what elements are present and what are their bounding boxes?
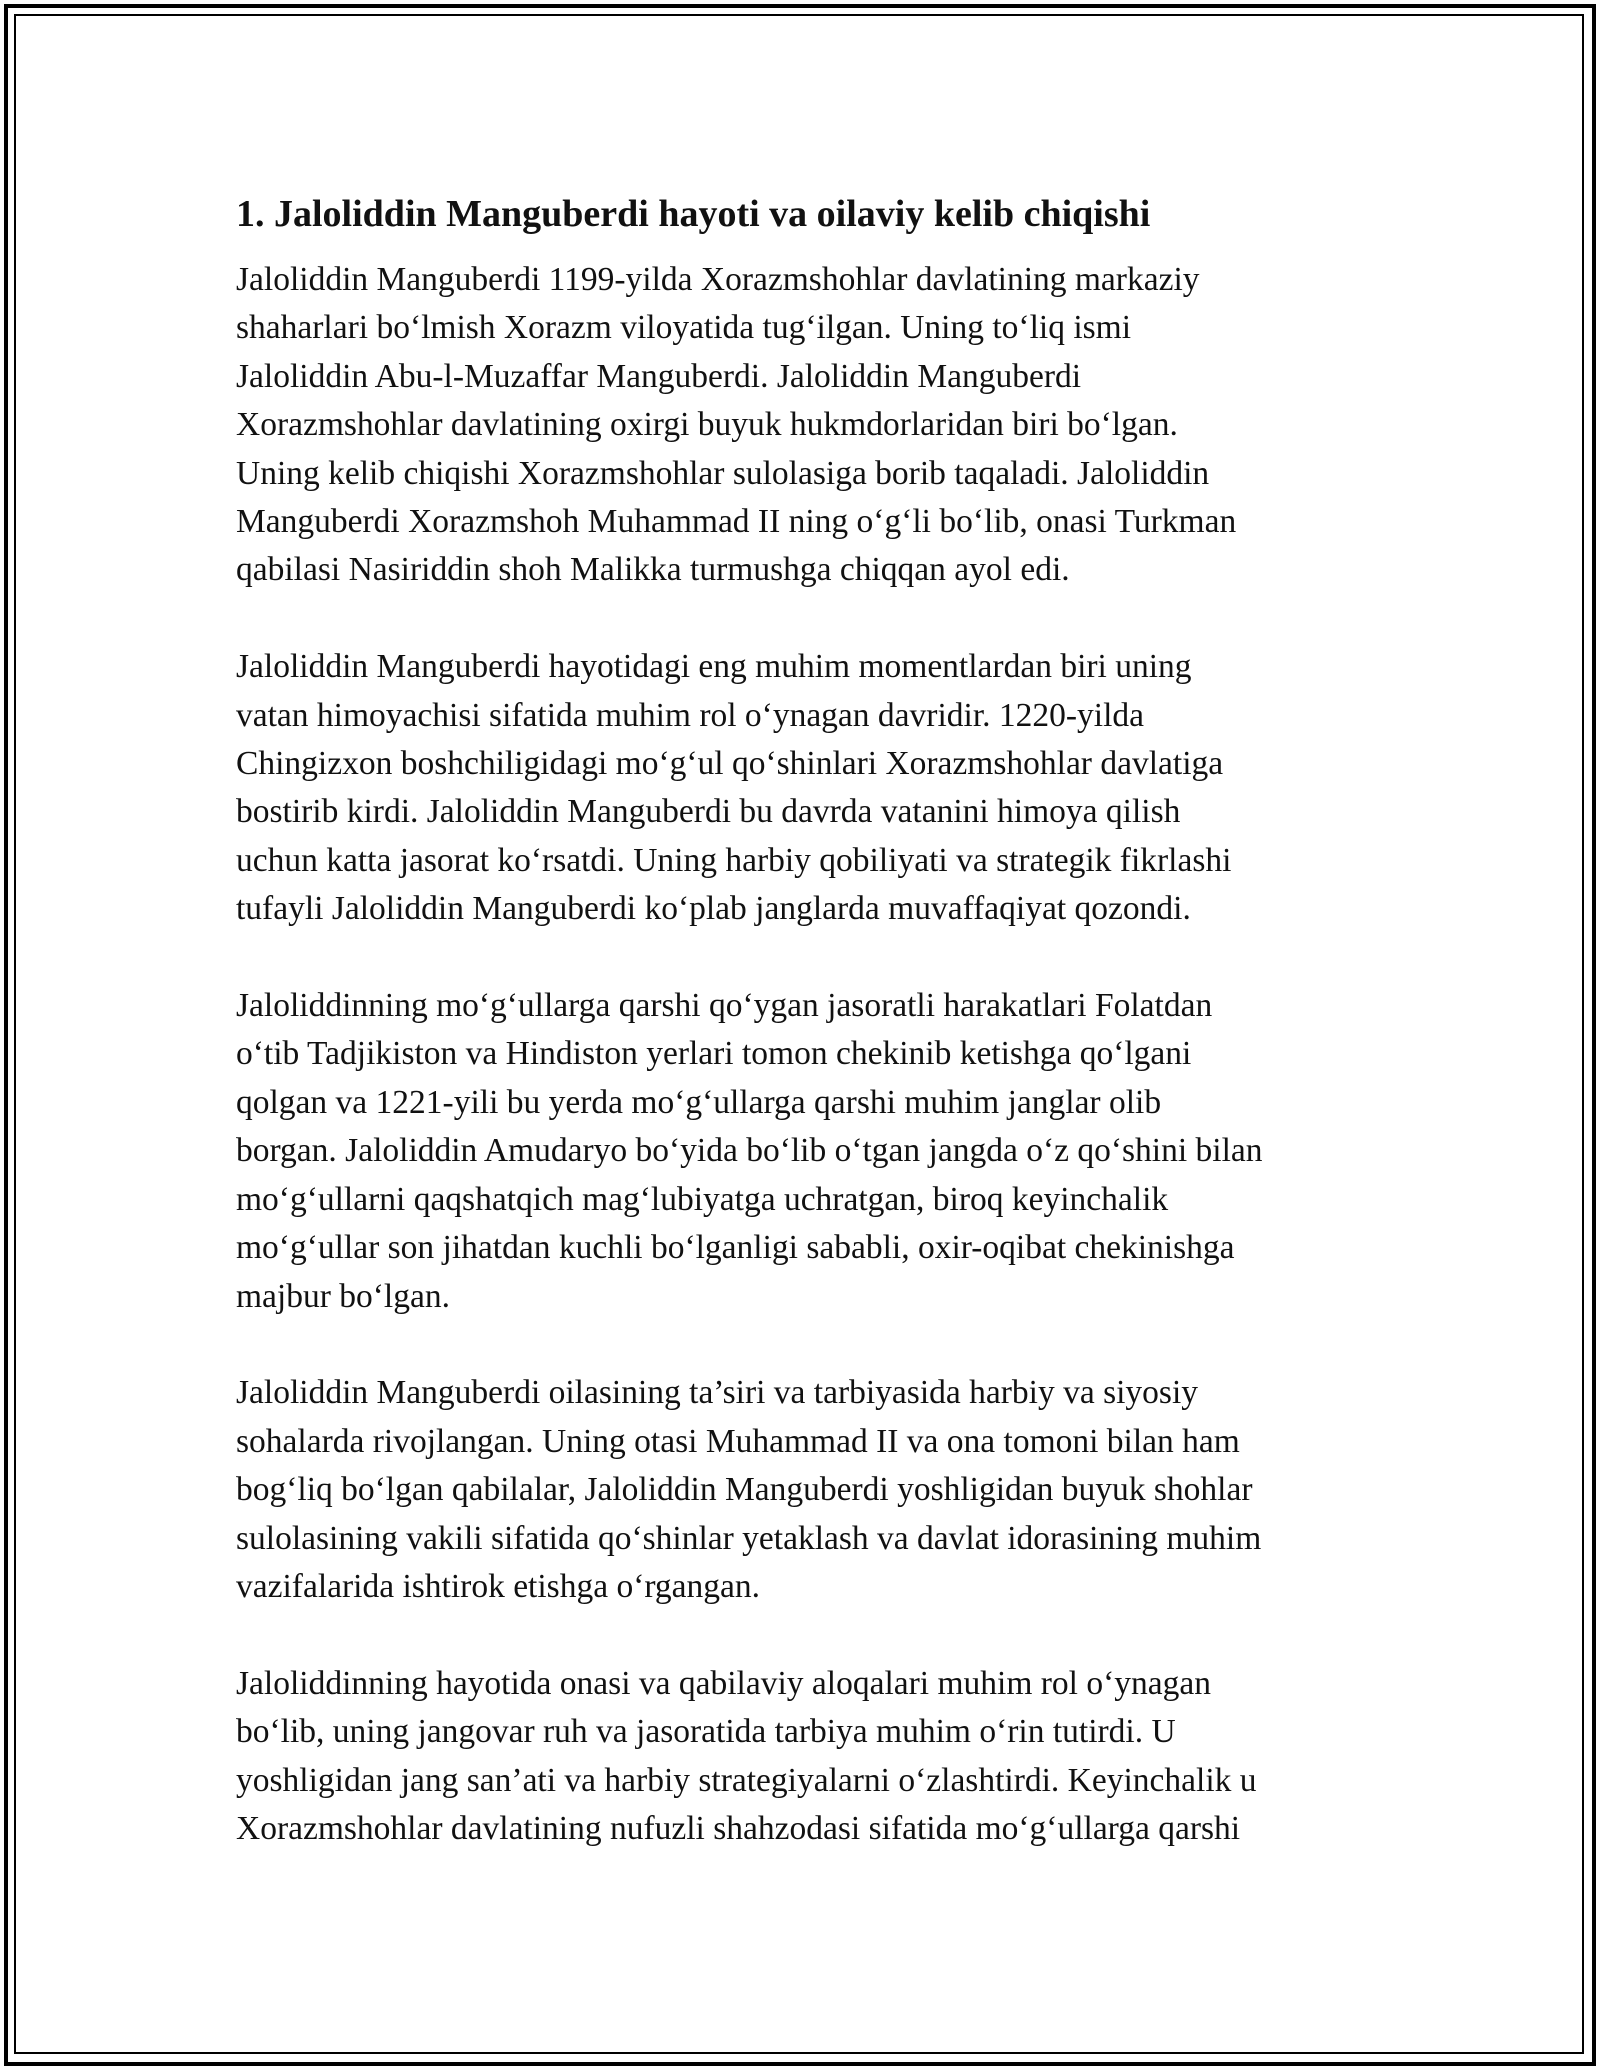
- text-line: Manguberdi Xorazmshoh Muhammad II ning o‘g‘li bo‘lib, onasi Turkman: [236, 503, 1237, 541]
- text-line: sohalarda rivojlangan. Uning otasi Muhammad II va ona tomoni bilan ham: [236, 1422, 1240, 1460]
- text-line: borgan. Jaloliddin Amudaryo bo‘yida bo‘lib o‘tgan jangda o‘z qo‘shini bilan: [236, 1132, 1263, 1170]
- document-body: [236, 186, 1366, 1902]
- text-line: yoshligidan jang san’ati va harbiy strategiyalarni o‘zlashtirdi. Keyinchalik u: [236, 1761, 1257, 1799]
- text-line: Jaloliddin Manguberdi hayotidagi eng muhim momentlardan biri uning: [236, 648, 1192, 686]
- text-line: Xorazmshohlar davlatining nufuzli shahzodasi sifatida mo‘g‘ullarga qarshi: [236, 1809, 1241, 1847]
- text-line: Xorazmshohlar davlatining oxirgi buyuk hukmdorlaridan biri bo‘lgan.: [236, 406, 1178, 444]
- text-line: vazifalarida ishtirok etishga o‘rgangan.: [236, 1567, 761, 1605]
- paragraph-4: [236, 1369, 1366, 1611]
- text-line: Jaloliddin Abu-l-Muzaffar Manguberdi. Jaloliddin Manguberdi: [236, 357, 1082, 395]
- text-line: bo‘lib, uning jangovar ruh va jasoratida tarbiya muhim o‘rin tutirdi. U: [236, 1713, 1176, 1751]
- text-line: Jaloliddinning mo‘g‘ullarga qarshi qo‘ygan jasoratli harakatlari Folatdan: [236, 987, 1213, 1025]
- paragraph-2: [236, 643, 1366, 933]
- text-line: tufayli Jaloliddin Manguberdi ko‘plab janglarda muvaffaqiyat qozondi.: [236, 890, 1191, 928]
- text-line: uchun katta jasorat ko‘rsatdi. Uning harbiy qobiliyati va strategik fikrlashi: [236, 841, 1232, 879]
- text-line: Uning kelib chiqishi Xorazmshohlar sulolasiga borib taqaladi. Jaloliddin: [236, 454, 1210, 492]
- text-line: qolgan va 1221-yili bu yerda mo‘g‘ullarga qarshi muhim janglar olib: [236, 1083, 1162, 1121]
- text-line: Chingizxon boshchiligidagi mo‘g‘ul qo‘shinlari Xorazmshohlar davlatiga: [236, 745, 1224, 783]
- paragraph-3: [236, 982, 1366, 1321]
- text-line: mo‘g‘ullarni qaqshatqich mag‘lubiyatga uchratgan, biroq keyinchalik: [236, 1180, 1169, 1218]
- text-line: sulolasining vakili sifatida qo‘shinlar yetaklash va davlat idorasining muhim: [236, 1519, 1262, 1557]
- text-line: Jaloliddin Manguberdi 1199-yilda Xorazmshohlar davlatining markaziy: [236, 261, 1200, 298]
- text-line: bostirib kirdi. Jaloliddin Manguberdi bu davrda vatanini himoya qilish: [236, 793, 1181, 831]
- text-line: o‘tib Tadjikiston va Hindiston yerlari tomon chekinib ketishga qo‘lgani: [236, 1035, 1192, 1073]
- paragraph-1: [236, 256, 1366, 595]
- text-line: qabilasi Nasiriddin shoh Malikka turmushga chiqqan ayol edi.: [236, 551, 1070, 589]
- text-line: mo‘g‘ullar son jihatdan kuchli bo‘lganligi sababli, oxir-oqibat chekinishga: [236, 1229, 1235, 1267]
- text-line: vatan himoyachisi sifatida muhim rol o‘ynagan davridir. 1220-yilda: [236, 696, 1145, 734]
- text-line: Jaloliddinning hayotida onasi va qabilaviy aloqalari muhim rol o‘ynagan: [236, 1664, 1212, 1702]
- paragraph-5: [236, 1660, 1366, 1854]
- text-line: bog‘liq bo‘lgan qabilalar, Jaloliddin Manguberdi yoshligidan buyuk shohlar: [236, 1471, 1253, 1509]
- text-line: majbur bo‘lgan.: [236, 1277, 450, 1315]
- section-heading: 1. Jaloliddin Manguberdi hayoti va oilaviy kelib chiqishi: [236, 193, 1151, 235]
- text-line: Jaloliddin Manguberdi oilasining ta’siri va tarbiyasida harbiy va siyosiy: [236, 1374, 1199, 1412]
- text-line: shaharlari bo‘lmish Xorazm viloyatida tug‘ilgan. Uning to‘liq ismi: [236, 309, 1132, 347]
